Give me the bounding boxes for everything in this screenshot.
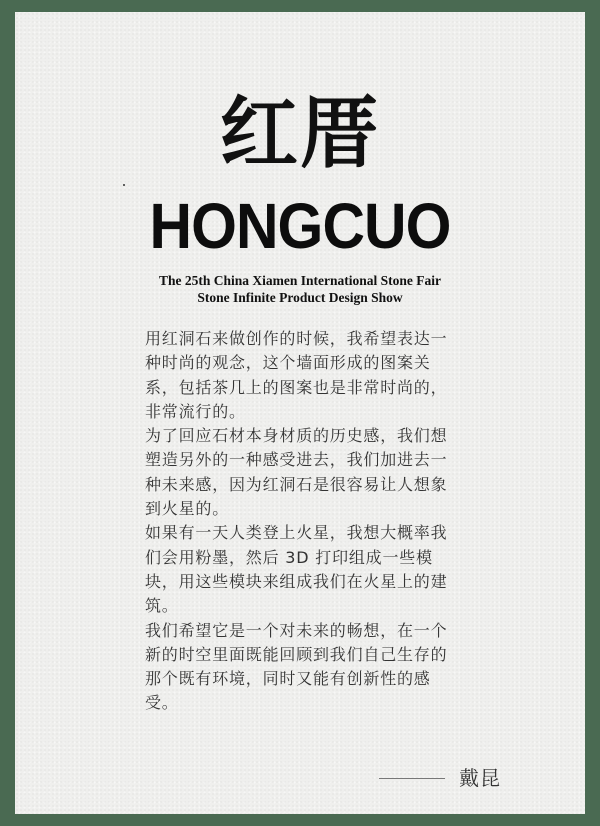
title-english: HONGCUO xyxy=(149,190,451,262)
paragraph-4: 我们希望它是一个对未来的畅想，在一个新的时空里面既能回顾到我们自己生存的那个既有环境，同时又能有创新性的感受。 xyxy=(145,620,448,713)
paragraph-2: 为了回应石材本身材质的历史感，我们想塑造另外的一种感受进去，我们加进去一种未来感，因为红洞石是很容易让人想象到火星的。 xyxy=(145,426,448,519)
paragraph-1: 用红洞石来做创作的时候，我希望表达一种时尚的观念，这个墙面形成的图案关系，包括茶几上的图案也是非常时尚的，非常流行的。 xyxy=(145,329,448,421)
title-chinese: 红厝 xyxy=(219,89,380,179)
decorative-dot xyxy=(123,184,125,186)
body-text xyxy=(145,327,461,716)
subtitle-line-2: Stone Infinite Product Design Show xyxy=(197,290,403,305)
poster-card xyxy=(15,12,585,814)
signature-dash xyxy=(379,778,445,779)
paragraph-3: 如果有一天人类登上火星，我想大概率我们会用粉墨，然后 3D 打印组成一些模块，用这些模块来组成我们在火星上的建筑。 xyxy=(145,523,448,616)
signature-name: 戴昆 xyxy=(459,766,501,790)
subtitle-line-1: The 25th China Xiamen International Stone Fair xyxy=(158,273,442,288)
